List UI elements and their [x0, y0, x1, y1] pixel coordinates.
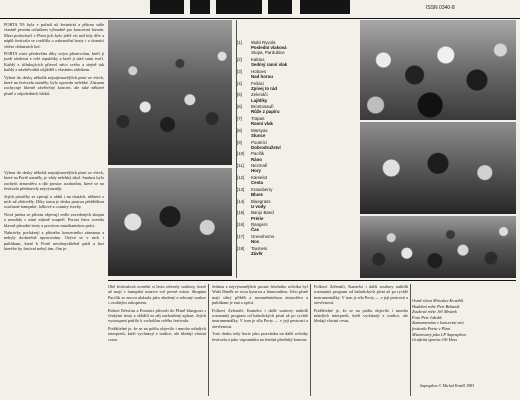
track-title: Čas	[251, 227, 260, 233]
body-paragraph: Obě festivalová ocenění si letos odvezly soubory, které už mají v trampské muzice své pevné místo. Skupina Pacifik se znovu ukázala jako zkušený a sehraný soubor s osobitým rukopisem.	[108, 284, 206, 306]
track-info	[251, 246, 355, 256]
track-title: Slunce	[251, 132, 266, 138]
track-title: Poslední vlaková	[251, 45, 287, 51]
masthead-letter-shape	[268, 0, 292, 14]
middle-column	[4, 170, 104, 396]
photo-stage	[360, 216, 516, 278]
track-artist: Banjo Band	[251, 210, 274, 216]
track-info	[251, 163, 355, 173]
track-title: Závěr	[251, 250, 263, 256]
track-title: U vody	[251, 203, 266, 209]
body-paragraph: Potěšitelné je, že se na pódiu objevilo i mnoho mladých interpretů, kteří vycházejí z tradice, ale hledají vlastní cestu.	[314, 307, 408, 324]
track-info	[251, 187, 355, 197]
track-artist: Wabi Ryvola	[251, 40, 276, 45]
track-title: Cesta	[251, 180, 263, 186]
track-info	[251, 104, 355, 114]
photo-audience	[360, 122, 516, 214]
track-artist: Pacifik	[251, 151, 264, 157]
track-info	[251, 40, 355, 56]
credit-line: Zaznamenáno v koncertní síni	[412, 320, 464, 326]
track-number: [10]	[237, 151, 245, 157]
track-artist: Nezmaři	[251, 163, 268, 169]
track-item	[237, 199, 355, 209]
track-item	[237, 151, 355, 161]
track-info	[251, 92, 355, 102]
track-title: Růže z papíru	[251, 109, 280, 115]
track-title: Zpívej to rád	[251, 85, 278, 91]
track-origin: Stopa, Pardubice	[251, 50, 285, 56]
lower-right-column	[314, 284, 408, 396]
lower-mid-column	[212, 284, 308, 396]
body-paragraph: Nová jména se přitom objevují vedle zavedených skupin a mnohdy s nimi zdatně soupeří. Porota letos ocenila hlavně původní texty a poctivou muzikantskou práci.	[4, 211, 104, 228]
track-info	[251, 116, 355, 126]
track-info	[251, 128, 355, 138]
track-number: [6]	[237, 104, 242, 110]
track-number: [8]	[237, 127, 242, 133]
intro-paragraph: Vybrat do desky několik nejzajímavějších písní ze všech, které na festivalu zazněly, bylo opravdu nelehké. Záznam zachycuje hlavně závěrečný koncert, ale také některé písně z odpoledních bloků.	[4, 74, 104, 96]
track-item	[237, 57, 355, 67]
track-artist: Taxmeni	[251, 245, 268, 251]
credit-line: Hudební režie Petr Bekanik	[412, 303, 460, 309]
body-paragraph: Jednou z nejvýraznějších postav letošního ročníku byl Wabi Daněk se svou kytarou a harmonikou. Jeho písně mají silný příběh a nezaměnitelnou atmosféru a publikum je zná a zpívá.	[212, 284, 308, 306]
track-artist: Rangers	[251, 222, 268, 228]
track-artist: Fešáci	[251, 80, 264, 86]
track-artist: Brontosauři	[251, 104, 274, 110]
column-divider	[310, 284, 311, 396]
track-artist: Krausberry	[251, 186, 273, 192]
credit-line: festivalu Porta v Plzni	[412, 325, 451, 331]
track-number: [1]	[237, 40, 242, 45]
track-artist: Marsyas	[251, 127, 268, 133]
track-title: Hory	[251, 168, 262, 174]
track-title: Nad horou	[251, 74, 273, 79]
body-paragraph: Folkoví Zelenáči, Kamelot i další soubory nabídli rozmanitý program od baladických písní až po rychlé instrumentálky. V tom je síla Porty — v její pestrosti a otevřenosti.	[314, 284, 408, 306]
track-number: [11]	[237, 163, 244, 169]
track-title: Ranní vlak	[251, 121, 273, 127]
track-item	[237, 140, 355, 150]
track-info	[251, 175, 355, 185]
track-artist: Zelenáči	[251, 92, 268, 98]
track-artist: Hoboes	[251, 68, 267, 74]
credits	[412, 298, 516, 343]
track-title: Dobrodružství	[251, 144, 281, 150]
track-item	[237, 222, 355, 232]
body-paragraph: Vybrat do desky několik nejzajímavějších písní ze všech, které na Portě zazněly, je vždy nelehký úkol. Snahou bylo zachytit atmosféru a dát prostor souborům, které se na festivalu představily nejvýrazněji.	[4, 170, 104, 192]
track-title: Ráno	[251, 156, 262, 162]
track-title: Lajblíky	[251, 97, 268, 103]
track-item	[237, 40, 355, 56]
masthead-rule	[0, 18, 520, 19]
track-info	[251, 81, 355, 91]
intro-paragraph: PORTA '83 byla v pořadí už šestnáctá a přitom stále vlastně prvním ročníkem výhradně pro koncertní formát. Mezi posluchači v Plzni jich bylo ještě víc než kdy dřív a náplň festivalu se rozšířila o zahraniční hosty i o domácí vítěze oblastních kol.	[4, 22, 104, 49]
masthead-letter-shape	[190, 0, 210, 14]
body-paragraph: Nahrávky pocházejí z přímého koncertního záznamu a nebyly dodatečně upravovány. Ozývá se v nich i publikum, které k Portě neodmyslitelně patří a bez kterého by festival nebyl tím, čím je.	[4, 230, 104, 252]
track-artist: Greenhorns	[251, 233, 275, 239]
track-number: [15]	[237, 210, 245, 216]
masthead-letter-shape	[216, 0, 262, 14]
column-divider	[208, 284, 209, 396]
track-info	[251, 234, 355, 244]
body-paragraph: Tuto desku tedy berte jako pozvánku na další ročníky festivalu a jako vzpomínku na letošní plzeňský koncert.	[212, 331, 308, 342]
track-artist: Kaktus	[251, 57, 265, 62]
lower-left-column	[108, 284, 206, 396]
footer-copyright: Supraphon © Michal Kratěl 1983	[420, 383, 475, 388]
intro-paragraph: PORTA roste především díky svým příznivcům, kteří ji jezdí sledovat z celé republiky a kteří ji také sami tvoří. Každý z účinkujících přivezl něco svého a stejně tak každý z návštěvníků odjížděl s vlastním zážitkem.	[4, 51, 104, 73]
track-artist: Poutníci	[251, 139, 267, 145]
track-item	[237, 104, 355, 114]
track-number: [4]	[237, 80, 242, 86]
track-number: [13]	[237, 186, 245, 192]
track-item	[237, 92, 355, 102]
credit-line: Mistrovaný jako LP Supraphon	[412, 331, 466, 337]
track-artist: Kamelot	[251, 174, 268, 180]
masthead	[0, 0, 520, 18]
track-number: [14]	[237, 198, 245, 204]
intro-column	[4, 22, 104, 167]
credit-line: Grafická úprava Jiří Hess	[412, 337, 457, 343]
track-item	[237, 128, 355, 138]
body-paragraph: Folkoví Zelenáči, Kamelot i další soubory nabídli rozmanitý program od baladických písní až po rychlé instrumentálky. V tom je síla Porty — v její pestrosti a otevřenosti.	[212, 307, 308, 329]
track-number: [3]	[237, 68, 242, 74]
track-item	[237, 163, 355, 173]
section-rule	[108, 280, 516, 281]
track-info	[251, 57, 355, 67]
track-info	[251, 199, 355, 209]
track-number: [18]	[237, 245, 245, 251]
track-info	[251, 140, 355, 150]
track-info	[251, 210, 355, 220]
track-number: [9]	[237, 139, 242, 145]
credit-line: Osmě slova Miroslav Kovářík	[412, 298, 464, 303]
track-title: Noc	[251, 239, 260, 245]
track-item	[237, 69, 355, 79]
body-paragraph: Jejich písničky se zpívají u ohňů i na chatách, některé z nich už zlidověly. Díky tomu je deska pestrou přehlídkou současné trampské, folkové a country tvorby.	[4, 193, 104, 210]
track-item	[237, 234, 355, 244]
credit-line: Foto Petr Jakobš	[412, 314, 442, 320]
track-number: [17]	[237, 233, 245, 239]
track-info	[251, 222, 355, 232]
body-paragraph: Potěšitelné je, že se na pódiu objevilo i mnoho mladých interpretů, kteří vycházejí z tradice, ale hledají vlastní cestu.	[108, 325, 206, 342]
track-info	[251, 69, 355, 79]
track-number: [16]	[237, 222, 245, 228]
body-paragraph: Robert Křesťan a Poutníci přivezli do Plzně bluegrass s českými texty a sklidili za něj zasloužený aplaus. Jejich vystoupení patřilo k vrcholům celého festivalu.	[108, 307, 206, 324]
masthead-letter-shape	[150, 0, 184, 14]
track-title: Blues	[251, 191, 263, 197]
track-info	[251, 151, 355, 161]
track-artist: Bluegrass	[251, 198, 271, 204]
credit-line: Zvuková režie Jiří Mrázek	[412, 309, 457, 315]
masthead-letter-shape	[300, 0, 350, 14]
track-item	[237, 210, 355, 220]
catalog-number: ISSN 0340-8	[426, 5, 455, 11]
track-item	[237, 246, 355, 256]
track-item	[237, 175, 355, 185]
track-number: [12]	[237, 174, 245, 180]
track-title: Sedmý ranní vlak	[251, 62, 288, 68]
track-item	[237, 81, 355, 91]
column-divider	[410, 284, 411, 396]
track-number: [2]	[237, 57, 242, 62]
track-number: [7]	[237, 115, 242, 121]
photo-singer	[108, 168, 232, 276]
photo-concert-crowd	[108, 20, 232, 165]
track-listing	[237, 40, 355, 258]
track-item	[237, 116, 355, 126]
track-item	[237, 187, 355, 197]
track-title: Prérie	[251, 215, 264, 221]
photo-performers	[360, 20, 516, 120]
track-number: [5]	[237, 92, 242, 98]
track-artist: Trapas	[251, 115, 265, 121]
